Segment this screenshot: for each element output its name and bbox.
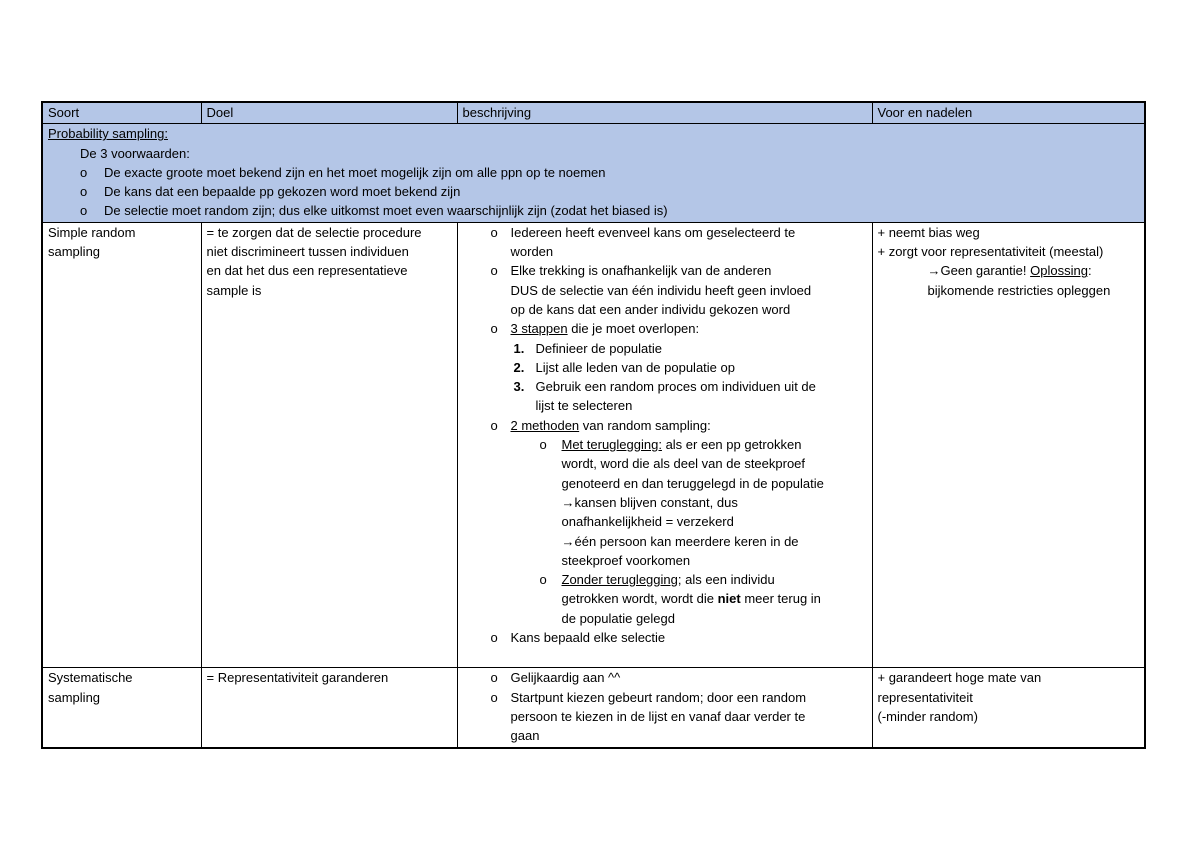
intro-bullet: o De selectie moet random zijn; dus elke uitkomst moet even waarschijnlijk zijn (zodat het biased is)	[48, 201, 1139, 220]
circle-bullet-icon: o	[539, 437, 547, 453]
list-item: 1. Definieer de populatie	[513, 340, 662, 356]
intro-cell	[42, 124, 1145, 222]
cell-doel: = te zorgen dat de selectie procedure niet discrimineert tussen individuen en dat het dus een representatieve sample is	[201, 222, 457, 668]
circle-bullet-icon: o	[539, 572, 547, 588]
list-item: o Kans bepaald elke selectie	[458, 628, 867, 647]
cell-soort: Systematische sampling	[42, 668, 201, 748]
list-item: o Met teruglegging: als er een pp getrokken wordt, word die als deel van de steekproef genoteerd en dan teruggelegd in de populatie →kansen blijven constant, dus onafhankelijkheid = verzekerd →één persoon kan meerdere keren in de steekproef voorkomen	[539, 437, 824, 568]
list-item: o Startpunt kiezen gebeurt random; door een random persoon te kiezen in de lijst en vanaf daar verder te gaan	[490, 689, 807, 744]
circle-bullet-icon: o	[490, 689, 498, 705]
arrow-right-icon: →	[927, 263, 941, 279]
circle-bullet-icon: o	[490, 670, 498, 686]
cell-voor-en-nadelen: + garandeert hoge mate van representativiteit (-minder random)	[872, 668, 1145, 748]
cell-doel: = Representativiteit garanderen	[201, 668, 457, 748]
circle-bullet-icon: o	[80, 164, 88, 180]
arrow-right-icon: →	[561, 494, 575, 510]
circle-bullet-icon: o	[490, 630, 498, 646]
list-item: o 3 stappen die je moet overlopen:	[458, 319, 867, 338]
intro-title: Probability sampling:	[48, 126, 168, 142]
circle-bullet-icon: o	[80, 203, 88, 219]
cell-voor-en-nadelen: + neemt bias weg + zorgt voor representativiteit (meestal) →Geen garantie! Oplossing: bijkomende restricties opleggen	[872, 222, 1145, 668]
intro-bullet: o De exacte groote moet bekend zijn en het moet mogelijk zijn om alle ppn op te noemen	[48, 163, 1139, 182]
circle-bullet-icon: o	[490, 321, 498, 337]
circle-bullet-icon: o	[490, 417, 498, 433]
intro-bullet: o De kans dat een bepaalde pp gekozen word moet bekend zijn	[48, 182, 1139, 201]
list-item: 2. Lijst alle leden van de populatie op	[513, 359, 735, 375]
list-item: 3. Gebruik een random proces om individuen uit de lijst te selecteren	[513, 379, 816, 414]
header-voor-en-nadelen: Voor en nadelen	[872, 102, 1145, 124]
circle-bullet-icon: o	[490, 224, 498, 240]
intro-row	[42, 124, 1145, 222]
header-row	[42, 102, 1145, 124]
circle-bullet-icon: o	[490, 263, 498, 279]
cell-beschrijving	[457, 222, 872, 668]
list-item: o Gelijkaardig aan ^^	[458, 668, 867, 687]
row-systematische	[42, 668, 1145, 748]
list-item: o Zonder teruglegging; als een individu getrokken wordt, wordt die niet meer terug in de populatie gelegd	[539, 572, 821, 626]
cell-beschrijving	[457, 668, 872, 748]
list-item: o Elke trekking is onafhankelijk van de anderen DUS de selectie van één individu heeft geen invloed op de kans dat een ander individu gekozen word	[490, 263, 812, 317]
header-doel: Doel	[201, 102, 457, 124]
header-beschrijving: beschrijving	[457, 102, 872, 124]
intro-sub: De 3 voorwaarden:	[80, 145, 190, 161]
sampling-table	[41, 101, 1146, 749]
header-soort: Soort	[42, 102, 201, 124]
arrow-right-icon: →	[561, 533, 575, 549]
list-item: o 2 methoden van random sampling:	[458, 416, 867, 435]
row-simple-random	[42, 222, 1145, 668]
circle-bullet-icon: o	[80, 184, 88, 200]
cell-soort: Simple random sampling	[42, 222, 201, 668]
list-item: o Iedereen heeft evenveel kans om geselecteerd te worden	[490, 224, 796, 260]
